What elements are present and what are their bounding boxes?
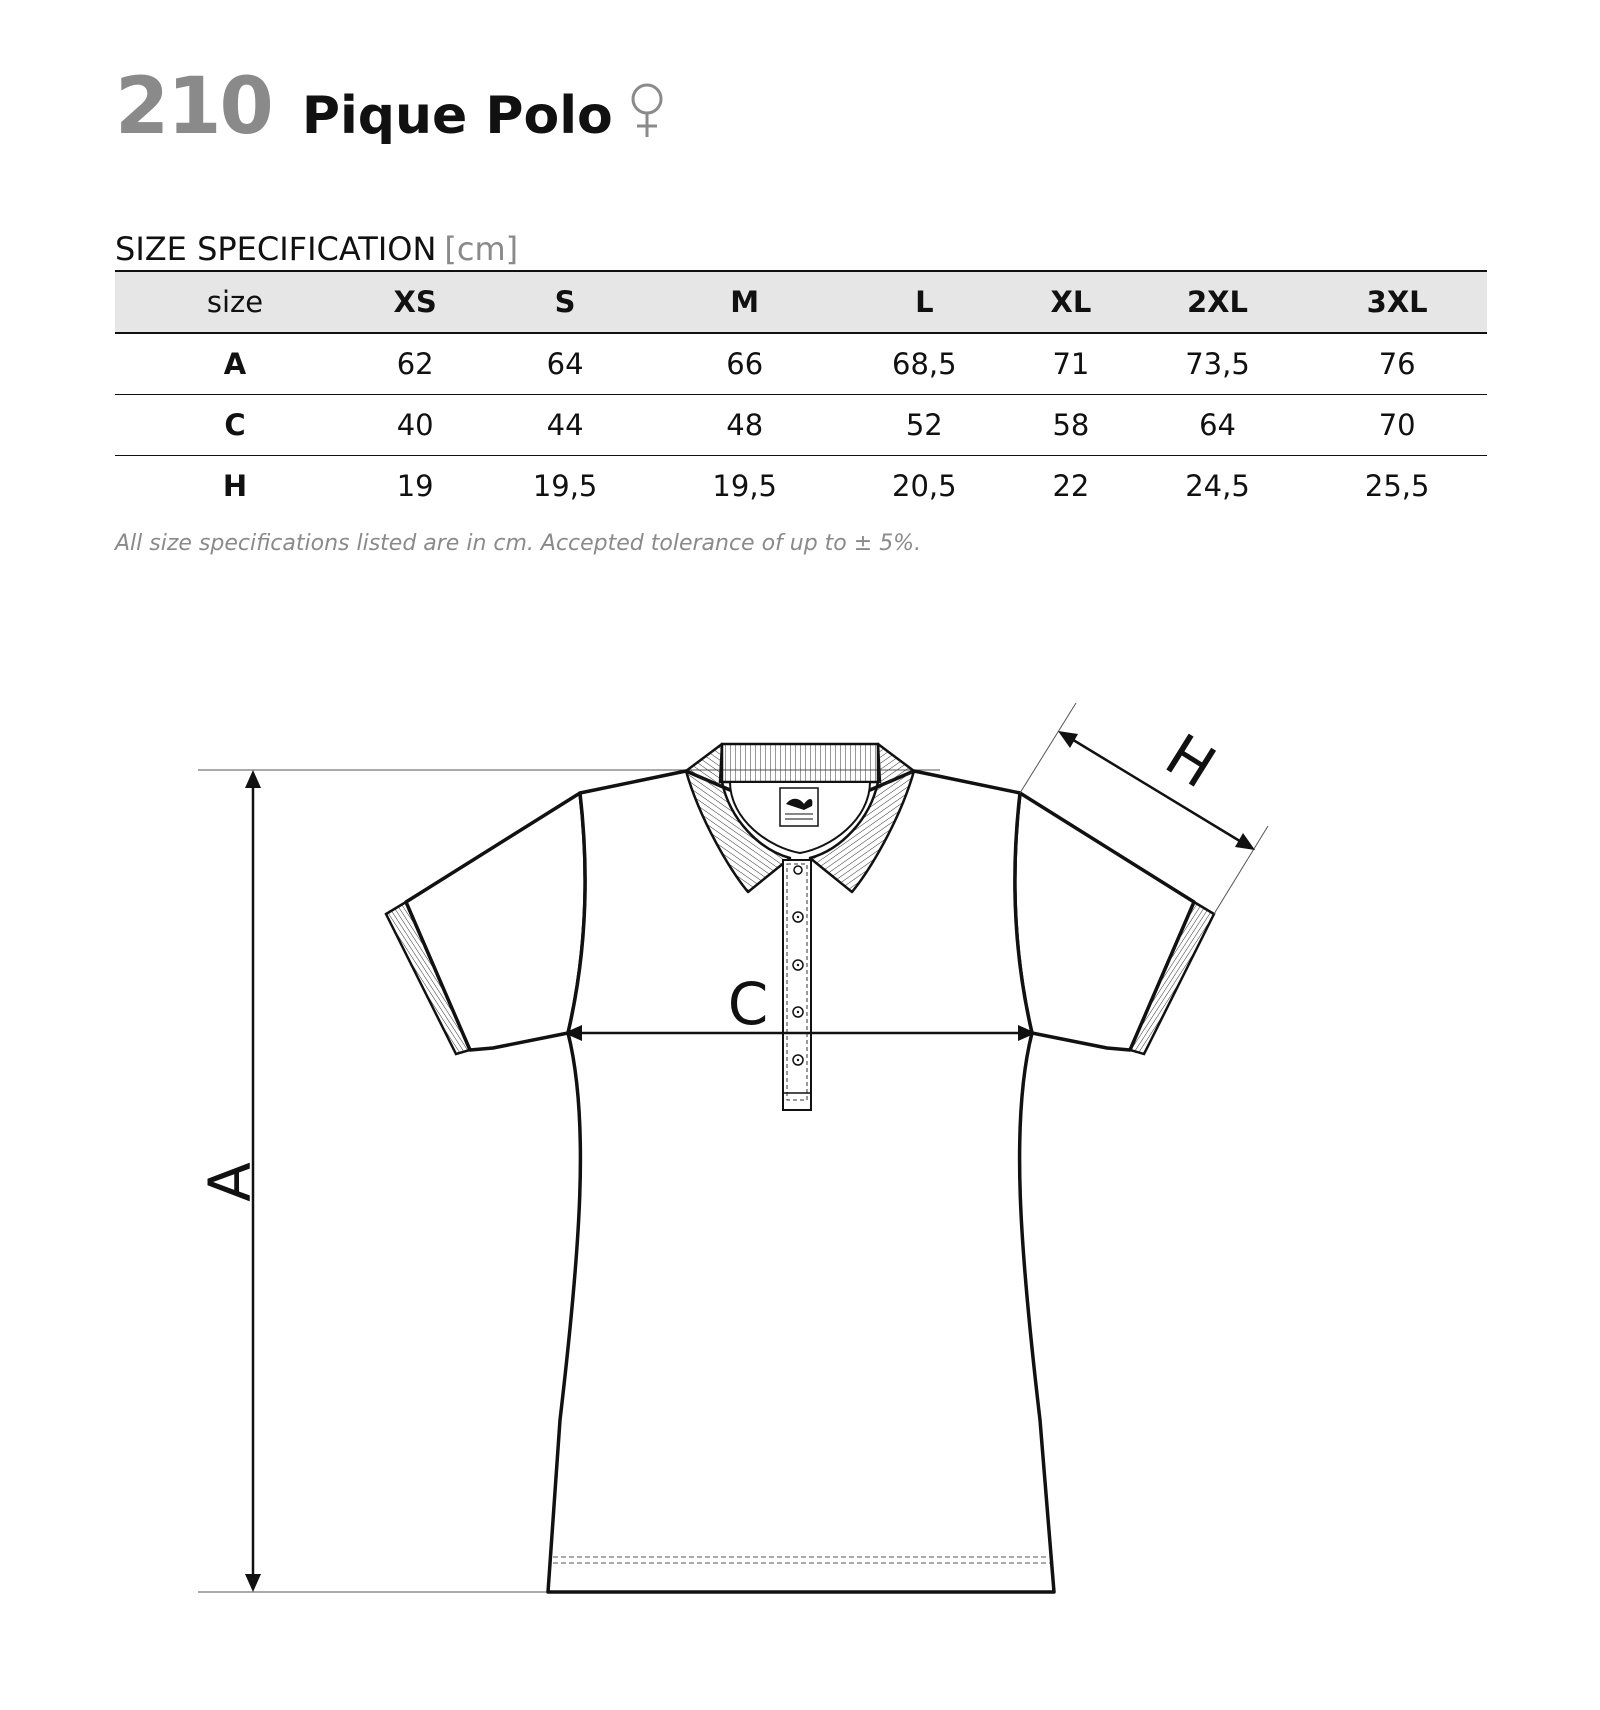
dimension-h-label: H xyxy=(1154,720,1228,802)
table-cell: 40 xyxy=(355,395,475,456)
table-cell: 44 xyxy=(475,395,655,456)
spec-title-text: SIZE SPECIFICATION xyxy=(115,230,437,268)
table-cell: 25,5 xyxy=(1364,469,1430,503)
collar-back xyxy=(720,744,880,782)
table-cell: 24,5 xyxy=(1185,469,1250,503)
table-cell: 48 xyxy=(655,395,835,456)
table-cell: 66 xyxy=(655,333,835,395)
left-sleeve xyxy=(386,793,585,1054)
dimension-c-label: C xyxy=(727,970,769,1038)
spec-unit: [cm] xyxy=(444,230,519,268)
tolerance-note: All size specifications listed are in cm. Accepted tolerance of up to ± 5%. xyxy=(115,531,922,556)
column-header: L xyxy=(835,271,1015,333)
column-header: 3XL xyxy=(1307,271,1487,333)
table-cell: 68,5 xyxy=(835,333,1015,395)
row-label: H xyxy=(222,469,248,503)
table-cell: 22 xyxy=(1052,469,1090,503)
table-cell: 62 xyxy=(355,333,475,395)
table-cell: 52 xyxy=(835,395,1015,456)
column-header: S xyxy=(475,271,655,333)
table-cell: 64 xyxy=(475,333,655,395)
dimension-a-label: A xyxy=(196,1162,264,1202)
table-cell: 20,5 xyxy=(892,469,957,503)
column-header: size xyxy=(115,271,355,333)
table-cell: 70 xyxy=(1307,395,1487,456)
table-cell: 64 xyxy=(1128,395,1308,456)
placket xyxy=(783,860,811,1110)
row-label: A xyxy=(115,333,355,395)
table-cell: 19,5 xyxy=(532,469,598,503)
dimension-h-arrow xyxy=(1058,731,1255,850)
product-name: Pique Polo xyxy=(301,86,613,146)
table-cell: 58 xyxy=(1014,395,1128,456)
column-header: 2XL xyxy=(1128,271,1308,333)
product-number: 210 xyxy=(115,62,272,152)
table-cell: 19,5 xyxy=(712,469,777,503)
column-header: M xyxy=(655,271,835,333)
table-cell: 19 xyxy=(396,469,434,503)
table-cell: 76 xyxy=(1307,333,1487,395)
table-cell: 73,5 xyxy=(1128,333,1308,395)
table-cell: 71 xyxy=(1014,333,1128,395)
row-label: C xyxy=(115,395,355,456)
right-sleeve xyxy=(1015,793,1214,1054)
column-header: XS xyxy=(355,271,475,333)
column-header: XL xyxy=(1014,271,1128,333)
guide-line-h-top xyxy=(1020,703,1076,793)
